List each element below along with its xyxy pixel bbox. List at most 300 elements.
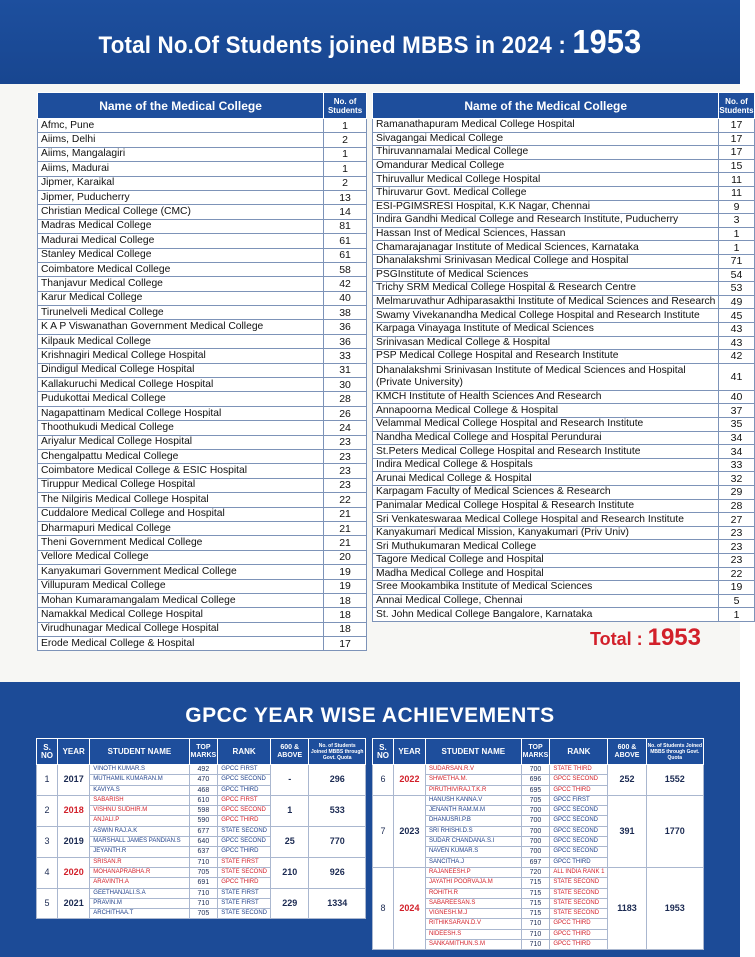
college-row xyxy=(373,146,755,160)
college-name: Karpaga Vinayaga Institute of Medical Sciences xyxy=(373,322,719,336)
right-college-table-wrap xyxy=(372,92,755,622)
top-marks: 695 xyxy=(521,785,550,795)
rank: GPCC SECOND xyxy=(218,806,271,816)
college-row xyxy=(38,521,367,535)
college-row xyxy=(373,254,755,268)
rank: STATE SECOND xyxy=(218,867,271,877)
college-row xyxy=(38,306,367,320)
row-year: 2021 xyxy=(58,888,90,919)
rank: GPCC THIRD xyxy=(550,929,608,939)
college-name: Nagapattinam Medical College Hospital xyxy=(38,406,324,420)
student-count: 41 xyxy=(719,363,754,390)
college-row xyxy=(373,608,755,622)
college-row xyxy=(373,513,755,527)
rank: STATE FIRST xyxy=(218,898,271,908)
top-marks: 700 xyxy=(521,806,550,816)
student-count: 34 xyxy=(719,431,754,445)
college-name: Annai Medical College, Chennai xyxy=(373,594,719,608)
student-name: ANJALI.P xyxy=(90,816,189,826)
college-name: PSGInstitute of Medical Sciences xyxy=(373,268,719,282)
col-header-count: No. of Students xyxy=(324,93,367,119)
th-joined: No. of Students Joined MBBS through Govt. Quota xyxy=(646,739,703,765)
college-name: Coimbatore Medical College & ESIC Hospital xyxy=(38,464,324,478)
rank: STATE SECOND xyxy=(218,909,271,919)
student-count: 21 xyxy=(324,536,367,550)
college-row xyxy=(38,234,367,248)
joined-mbbs: 296 xyxy=(309,765,366,796)
college-name: Thiruvarur Govt. Medical College xyxy=(373,186,719,200)
student-count: 1 xyxy=(324,162,367,176)
above-600: 229 xyxy=(271,888,309,919)
top-marks: 715 xyxy=(521,888,550,898)
student-count: 11 xyxy=(719,186,754,200)
student-count: 20 xyxy=(324,550,367,564)
top-marks: 610 xyxy=(189,795,218,805)
achievement-row xyxy=(37,888,366,898)
student-name: SUDAR CHANDANA.S.I xyxy=(425,837,521,847)
student-count: 23 xyxy=(719,540,754,554)
student-count: 58 xyxy=(324,262,367,276)
top-marks: 710 xyxy=(521,919,550,929)
college-row xyxy=(373,499,755,513)
rank: GPCC SECOND xyxy=(550,847,608,857)
college-row xyxy=(38,176,367,190)
top-marks: 700 xyxy=(521,765,550,775)
college-name: Ariyalur Medical College Hospital xyxy=(38,435,324,449)
college-row xyxy=(373,336,755,350)
student-name: VINOTH KUMAR.S xyxy=(90,765,189,775)
row-year: 2018 xyxy=(58,795,90,826)
rank: GPCC SECOND xyxy=(218,775,271,785)
college-name: St. John Medical College Bangalore, Karnataka xyxy=(373,608,719,622)
college-name: Kanyakumari Medical Mission, Kanyakumari (Priv Univ) xyxy=(373,526,719,540)
top-marks: 637 xyxy=(189,847,218,857)
student-name: ARAVINTH.A xyxy=(90,878,189,888)
student-name: JEYANTH.R xyxy=(90,847,189,857)
college-name: Coimbatore Medical College xyxy=(38,262,324,276)
college-name: Tagore Medical College and Hospital xyxy=(373,554,719,568)
college-name: Madurai Medical College xyxy=(38,234,324,248)
joined-mbbs: 1552 xyxy=(646,765,703,796)
student-count: 23 xyxy=(324,464,367,478)
top-marks: 470 xyxy=(189,775,218,785)
college-name: Dhanalakshmi Srinivasan Medical College and Hospital xyxy=(373,254,719,268)
left-college-table xyxy=(37,92,367,651)
student-count: 23 xyxy=(324,435,367,449)
joined-mbbs: 533 xyxy=(309,795,366,826)
student-count: 1 xyxy=(719,241,754,255)
total-value: 1953 xyxy=(647,624,701,651)
rank: GPCC SECOND xyxy=(218,837,271,847)
achievement-row xyxy=(37,857,366,867)
rank: GPCC SECOND xyxy=(550,826,608,836)
th-rank: RANK xyxy=(550,739,608,765)
grand-total xyxy=(555,624,703,652)
student-count: 45 xyxy=(719,309,754,323)
rank: GPCC FIRST xyxy=(218,765,271,775)
rank: ALL INDIA RANK 1 xyxy=(550,867,608,877)
college-name: Stanley Medical College xyxy=(38,248,324,262)
college-name: Srinivasan Medical College & Hospital xyxy=(373,336,719,350)
college-name: The Nilgiris Medical College Hospital xyxy=(38,493,324,507)
college-row xyxy=(38,119,367,133)
student-count: 23 xyxy=(719,526,754,540)
college-name: Omandurar Medical College xyxy=(373,159,719,173)
th-year: YEAR xyxy=(58,739,90,765)
top-marks: 715 xyxy=(521,878,550,888)
student-count: 23 xyxy=(324,478,367,492)
student-count: 22 xyxy=(324,493,367,507)
student-count: 53 xyxy=(719,282,754,296)
student-name: GEETHANJALI.S.A xyxy=(90,888,189,898)
student-count: 14 xyxy=(324,205,367,219)
above-600: 1183 xyxy=(608,867,646,949)
row-year: 2022 xyxy=(393,765,425,796)
top-marks: 720 xyxy=(521,867,550,877)
header-banner xyxy=(0,0,740,84)
college-name: Nandha Medical College and Hospital Perundurai xyxy=(373,431,719,445)
top-marks: 705 xyxy=(521,795,550,805)
college-row xyxy=(38,435,367,449)
title-total: 1953 xyxy=(572,23,642,60)
row-year: 2024 xyxy=(393,867,425,949)
student-name: JAYATHI POORVAJA.M xyxy=(425,878,521,888)
college-row xyxy=(38,248,367,262)
college-row xyxy=(38,478,367,492)
th-sno: S. NO xyxy=(373,739,394,765)
student-count: 54 xyxy=(719,268,754,282)
college-row xyxy=(373,227,755,241)
student-count: 28 xyxy=(324,392,367,406)
student-count: 19 xyxy=(324,579,367,593)
student-name: JENANTH RAM.M.M xyxy=(425,806,521,816)
college-name: Kilpauk Medical College xyxy=(38,334,324,348)
college-name: Thiruvannamalai Medical College xyxy=(373,146,719,160)
student-name: NAVEN KUMAR.S xyxy=(425,847,521,857)
student-name: SUDARSAN.R.V xyxy=(425,765,521,775)
college-row xyxy=(373,418,755,432)
student-name: MUTHAMIL KUMARAN.M xyxy=(90,775,189,785)
student-count: 43 xyxy=(719,322,754,336)
student-count: 26 xyxy=(324,406,367,420)
rank: GPCC THIRD xyxy=(218,847,271,857)
student-name: ROHITH.R xyxy=(425,888,521,898)
student-count: 11 xyxy=(719,173,754,187)
college-row xyxy=(38,190,367,204)
student-name: SABAREESAN.S xyxy=(425,898,521,908)
student-name: RITHIKSARAN.D.V xyxy=(425,919,521,929)
top-marks: 697 xyxy=(521,857,550,867)
top-marks: 710 xyxy=(189,857,218,867)
college-row xyxy=(38,421,367,435)
college-name: Aiims, Madurai xyxy=(38,162,324,176)
college-row xyxy=(373,594,755,608)
college-name: Kanyakumari Government Medical College xyxy=(38,565,324,579)
college-name: Pudukottai Medical College xyxy=(38,392,324,406)
student-count: 18 xyxy=(324,593,367,607)
college-row xyxy=(373,445,755,459)
student-count: 17 xyxy=(719,119,754,133)
above-600: 252 xyxy=(608,765,646,796)
row-sno: 1 xyxy=(37,765,58,796)
student-count: 22 xyxy=(719,567,754,581)
rank: GPCC SECOND xyxy=(550,837,608,847)
college-row xyxy=(373,241,755,255)
student-count: 21 xyxy=(324,507,367,521)
row-sno: 3 xyxy=(37,826,58,857)
student-name: VIGNESH.M.J xyxy=(425,909,521,919)
college-row xyxy=(38,392,367,406)
top-marks: 710 xyxy=(521,929,550,939)
student-name: MARSHALL JAMES PANDIAN.S xyxy=(90,837,189,847)
college-row xyxy=(38,133,367,147)
student-count: 42 xyxy=(719,350,754,364)
college-name: Annapoorna Medical College & Hospital xyxy=(373,404,719,418)
college-name: Cuddalore Medical College and Hospital xyxy=(38,507,324,521)
row-sno: 2 xyxy=(37,795,58,826)
college-row xyxy=(373,322,755,336)
title-text: Total No.Of Students joined MBBS in 2024 : xyxy=(98,32,567,59)
college-name: Erode Medical College & Hospital xyxy=(38,637,324,651)
row-sno: 7 xyxy=(373,795,394,867)
college-row xyxy=(38,593,367,607)
row-sno: 8 xyxy=(373,867,394,949)
college-row xyxy=(373,200,755,214)
college-name: Swamy Vivekanandha Medical College Hospital and Research Institute xyxy=(373,309,719,323)
student-name: SABARISH xyxy=(90,795,189,805)
college-row xyxy=(38,449,367,463)
th-sno: S. NO xyxy=(37,739,58,765)
student-count: 61 xyxy=(324,248,367,262)
college-name: Aiims, Delhi xyxy=(38,133,324,147)
student-count: 30 xyxy=(324,378,367,392)
student-name: SRISAN.R xyxy=(90,857,189,867)
rank: GPCC THIRD xyxy=(218,785,271,795)
college-row xyxy=(38,349,367,363)
college-name: Panimalar Medical College Hospital & Research Institute xyxy=(373,499,719,513)
row-year: 2023 xyxy=(393,795,425,867)
college-row xyxy=(38,579,367,593)
college-name: Mohan Kumaramangalam Medical College xyxy=(38,593,324,607)
college-row xyxy=(38,363,367,377)
rank: GPCC SECOND xyxy=(550,806,608,816)
above-600: 391 xyxy=(608,795,646,867)
student-count: 5 xyxy=(719,594,754,608)
top-marks: 700 xyxy=(521,826,550,836)
student-count: 19 xyxy=(719,581,754,595)
college-name: K A P Viswanathan Government Medical College xyxy=(38,320,324,334)
total-label: Total : xyxy=(589,629,643,649)
rank: STATE SECOND xyxy=(550,878,608,888)
achievements-table-right xyxy=(372,738,704,950)
top-marks: 715 xyxy=(521,909,550,919)
student-count: 1 xyxy=(324,147,367,161)
college-name: Jipmer, Karaikal xyxy=(38,176,324,190)
college-name: Madras Medical College xyxy=(38,219,324,233)
student-count: 27 xyxy=(719,513,754,527)
college-name: Chengalpattu Medical College xyxy=(38,449,324,463)
student-name: NIDEESH.S xyxy=(425,929,521,939)
top-marks: 705 xyxy=(189,909,218,919)
college-row xyxy=(38,291,367,305)
college-row xyxy=(38,378,367,392)
joined-mbbs: 1770 xyxy=(646,795,703,867)
college-name: Sri Muthukumaran Medical College xyxy=(373,540,719,554)
college-name: Sree Mookambika Institute of Medical Sciences xyxy=(373,581,719,595)
col-header-name: Name of the Medical College xyxy=(373,93,719,119)
student-count: 3 xyxy=(719,214,754,228)
college-row xyxy=(38,205,367,219)
student-name: ASWIN RAJ.A.K xyxy=(90,826,189,836)
college-row xyxy=(38,320,367,334)
student-name: SRI RHISHI.D.S xyxy=(425,826,521,836)
joined-mbbs: 1334 xyxy=(309,888,366,919)
rank: STATE SECOND xyxy=(218,826,271,836)
student-count: 2 xyxy=(324,133,367,147)
th-student: STUDENT NAME xyxy=(90,739,189,765)
row-sno: 6 xyxy=(373,765,394,796)
student-count: 9 xyxy=(719,200,754,214)
college-row xyxy=(373,554,755,568)
top-marks: 691 xyxy=(189,878,218,888)
college-name: Hassan Inst of Medical Sciences, Hassan xyxy=(373,227,719,241)
row-sno: 4 xyxy=(37,857,58,888)
college-name: Dharmapuri Medical College xyxy=(38,521,324,535)
college-row xyxy=(38,334,367,348)
college-row xyxy=(38,622,367,636)
college-row xyxy=(373,472,755,486)
college-row xyxy=(38,219,367,233)
top-marks: 700 xyxy=(521,837,550,847)
college-name: ESI-PGIMSRESI Hospital, K.K Nagar, Chennai xyxy=(373,200,719,214)
student-count: 1 xyxy=(719,608,754,622)
college-name: KMCH Institute of Health Sciences And Research xyxy=(373,390,719,404)
student-count: 17 xyxy=(719,132,754,146)
student-count: 37 xyxy=(719,404,754,418)
student-count: 33 xyxy=(324,349,367,363)
page-title xyxy=(26,0,714,88)
college-name: Velammal Medical College Hospital and Research Institute xyxy=(373,418,719,432)
student-name: PRAVIN.M xyxy=(90,898,189,908)
college-row xyxy=(38,507,367,521)
student-name: RAJANEESH.P xyxy=(425,867,521,877)
college-row xyxy=(373,390,755,404)
rank: STATE SECOND xyxy=(550,898,608,908)
achievements-title: GPCC YEAR WISE ACHIEVEMENTS xyxy=(185,704,555,727)
college-row xyxy=(373,431,755,445)
rank: STATE SECOND xyxy=(550,909,608,919)
right-college-table xyxy=(372,92,755,622)
student-count: 40 xyxy=(324,291,367,305)
college-name: Madha Medical College and Hospital xyxy=(373,567,719,581)
college-row xyxy=(38,464,367,478)
college-name: Ramanathapuram Medical College Hospital xyxy=(373,119,719,133)
college-row xyxy=(373,268,755,282)
college-name: Chamarajanagar Institute of Medical Sciences, Karnataka xyxy=(373,241,719,255)
college-row xyxy=(373,363,755,390)
row-year: 2020 xyxy=(58,857,90,888)
college-name: Kallakuruchi Medical College Hospital xyxy=(38,378,324,392)
student-name: VISHNU SUDHIR.M xyxy=(90,806,189,816)
rank: GPCC THIRD xyxy=(550,857,608,867)
top-marks: 700 xyxy=(521,847,550,857)
achievement-row xyxy=(37,826,366,836)
th-rank: RANK xyxy=(218,739,271,765)
college-name: Tirunelveli Medical College xyxy=(38,306,324,320)
col-header-name: Name of the Medical College xyxy=(38,93,324,119)
student-count: 43 xyxy=(719,336,754,350)
student-name: SANKAMITHUN.S.M xyxy=(425,940,521,950)
college-row xyxy=(373,458,755,472)
rank: GPCC THIRD xyxy=(550,940,608,950)
top-marks: 677 xyxy=(189,826,218,836)
college-name: Melmaruvathur Adhiparasakthi Institute of Medical Sciences and Research xyxy=(373,295,719,309)
top-marks: 710 xyxy=(189,888,218,898)
rank: GPCC FIRST xyxy=(218,795,271,805)
college-row xyxy=(38,493,367,507)
student-count: 49 xyxy=(719,295,754,309)
college-name: Sri Venkateswaraa Medical College Hospital and Research Institute xyxy=(373,513,719,527)
student-count: 15 xyxy=(719,159,754,173)
col-header-count: No. of Students xyxy=(719,93,754,119)
student-count: 23 xyxy=(719,554,754,568)
rank: GPCC THIRD xyxy=(550,785,608,795)
th-above: 600 & ABOVE xyxy=(608,739,646,765)
above-600: 25 xyxy=(271,826,309,857)
college-row xyxy=(373,214,755,228)
college-row xyxy=(38,162,367,176)
student-count: 18 xyxy=(324,622,367,636)
row-year: 2019 xyxy=(58,826,90,857)
rank: GPCC THIRD xyxy=(218,878,271,888)
above-600: - xyxy=(271,765,309,796)
college-name: Sivagangai Medical College xyxy=(373,132,719,146)
college-name: Namakkal Medical College Hospital xyxy=(38,608,324,622)
top-marks: 710 xyxy=(189,898,218,908)
college-name: Thoothukudi Medical College xyxy=(38,421,324,435)
college-row xyxy=(38,565,367,579)
rank: STATE THIRD xyxy=(550,765,608,775)
row-sno: 5 xyxy=(37,888,58,919)
college-row xyxy=(373,581,755,595)
student-count: 40 xyxy=(719,390,754,404)
student-count: 17 xyxy=(324,637,367,651)
student-name: HANUSH KANNA.V xyxy=(425,795,521,805)
rank: GPCC THIRD xyxy=(550,919,608,929)
student-name: PIRUTHIVIRAJ.T.K.R xyxy=(425,785,521,795)
student-count: 23 xyxy=(324,449,367,463)
student-count: 21 xyxy=(324,521,367,535)
top-marks: 700 xyxy=(521,816,550,826)
student-count: 71 xyxy=(719,254,754,268)
college-name: St.Peters Medical College Hospital and Research Institute xyxy=(373,445,719,459)
top-marks: 705 xyxy=(189,867,218,877)
college-name: PSP Medical College Hospital and Research Institute xyxy=(373,350,719,364)
college-row xyxy=(38,277,367,291)
college-name: Dindigul Medical College Hospital xyxy=(38,363,324,377)
student-count: 28 xyxy=(719,499,754,513)
row-year: 2017 xyxy=(58,765,90,796)
student-count: 61 xyxy=(324,234,367,248)
joined-mbbs: 926 xyxy=(309,857,366,888)
joined-mbbs: 770 xyxy=(309,826,366,857)
student-count: 34 xyxy=(719,445,754,459)
th-marks: TOP MARKS xyxy=(521,739,550,765)
college-name: Krishnagiri Medical College Hospital xyxy=(38,349,324,363)
college-name: Karpagam Faculty of Medical Sciences & Research xyxy=(373,486,719,500)
college-row xyxy=(373,282,755,296)
rank: GPCC SECOND xyxy=(550,775,608,785)
